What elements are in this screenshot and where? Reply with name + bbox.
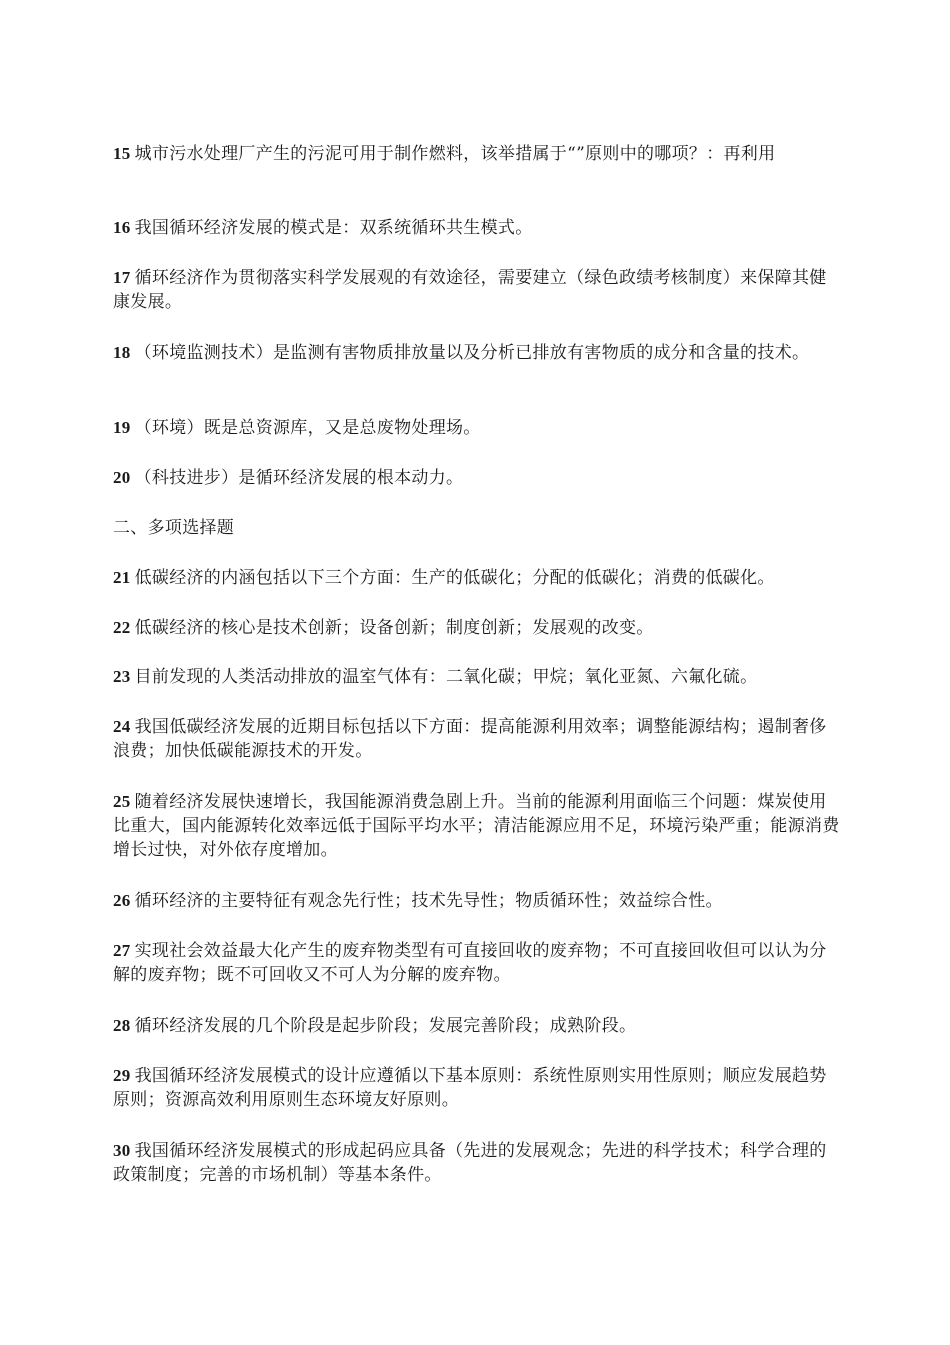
- question-text: 循环经济作为贯彻落实科学发展观的有效途径，需要建立（绿色政绩考核制度）来保障其健康发展。: [113, 268, 827, 312]
- question-number: 19: [113, 418, 131, 437]
- question-21: [113, 566, 843, 590]
- question-text: 低碳经济的核心是技术创新；设备创新；制度创新；发展观的改变。: [134, 618, 654, 638]
- question-number: 30: [113, 1141, 131, 1160]
- question-text: 循环经济发展的几个阶段是起步阶段；发展完善阶段；成熟阶段。: [134, 1016, 637, 1036]
- question-number: 18: [113, 343, 131, 362]
- question-18: [113, 341, 843, 365]
- question-text: 目前发现的人类活动排放的温室气体有：二氧化碳；甲烷；氧化亚氮、六氟化硫。: [134, 667, 758, 687]
- question-28: [113, 1014, 843, 1038]
- question-20: [113, 466, 843, 490]
- question-text: 我国低碳经济发展的近期目标包括以下方面：提高能源利用效率；调整能源结构；遏制奢侈浪费；加快低碳能源技术的开发。: [113, 717, 827, 761]
- question-24: [113, 715, 843, 763]
- question-text: 循环经济的主要特征有观念先行性；技术先导性；物质循环性；效益综合性。: [134, 891, 723, 911]
- question-text: （环境监测技术）是监测有害物质排放量以及分析已排放有害物质的成分和含量的技术。: [134, 343, 810, 363]
- question-number: 26: [113, 891, 131, 910]
- question-number: 22: [113, 618, 131, 637]
- question-number: 29: [113, 1066, 131, 1085]
- question-17: [113, 266, 843, 314]
- question-number: 21: [113, 568, 131, 587]
- question-text: 实现社会效益最大化产生的废弃物类型有可直接回收的废弃物；不可直接回收但可以认为分解的废弃物；既不可回收又不可人为分解的废弃物。: [113, 941, 827, 985]
- question-27: [113, 939, 843, 987]
- question-text: 我国循环经济发展的模式是：双系统循环共生模式。: [134, 218, 533, 238]
- question-text: 城市污水处理厂产生的污泥可用于制作燃料，该举措属于“”原则中的哪项？：再利用: [134, 144, 776, 164]
- question-29: [113, 1064, 843, 1112]
- question-text: （环境）既是总资源库，又是总废物处理场。: [134, 418, 481, 438]
- question-22: [113, 616, 843, 640]
- question-number: 28: [113, 1016, 131, 1035]
- question-text: 我国循环经济发展模式的形成起码应具备（先进的发展观念；先进的科学技术；科学合理的政策制度；完善的市场机制）等基本条件。: [113, 1141, 827, 1185]
- question-number: 17: [113, 268, 131, 287]
- question-15: [113, 142, 843, 166]
- question-19: [113, 416, 843, 440]
- question-text: （科技进步）是循环经济发展的根本动力。: [134, 468, 464, 488]
- section-heading: 二、多项选择题: [113, 518, 235, 538]
- question-26: [113, 889, 843, 913]
- question-text: 我国循环经济发展模式的设计应遵循以下基本原则：系统性原则实用性原则；顺应发展趋势原则；资源高效利用原则生态环境友好原则。: [113, 1066, 827, 1110]
- question-25: [113, 790, 843, 862]
- question-number: 16: [113, 218, 131, 237]
- question-number: 20: [113, 468, 131, 487]
- question-number: 25: [113, 792, 131, 811]
- question-16: [113, 216, 843, 240]
- question-number: 23: [113, 667, 131, 686]
- question-text: 随着经济发展快速增长，我国能源消费急剧上升。当前的能源利用面临三个问题：煤炭使用比重大，国内能源转化效率远低于国际平均水平；清洁能源应用不足，环境污染严重；能源消费增长过快，对外依存度增加。: [113, 792, 840, 860]
- question-number: 27: [113, 941, 131, 960]
- question-number: 24: [113, 717, 131, 736]
- question-text: 低碳经济的内涵包括以下三个方面：生产的低碳化；分配的低碳化；消费的低碳化。: [134, 568, 775, 588]
- question-number: 15: [113, 144, 131, 163]
- question-23: [113, 665, 843, 689]
- question-30: [113, 1139, 843, 1187]
